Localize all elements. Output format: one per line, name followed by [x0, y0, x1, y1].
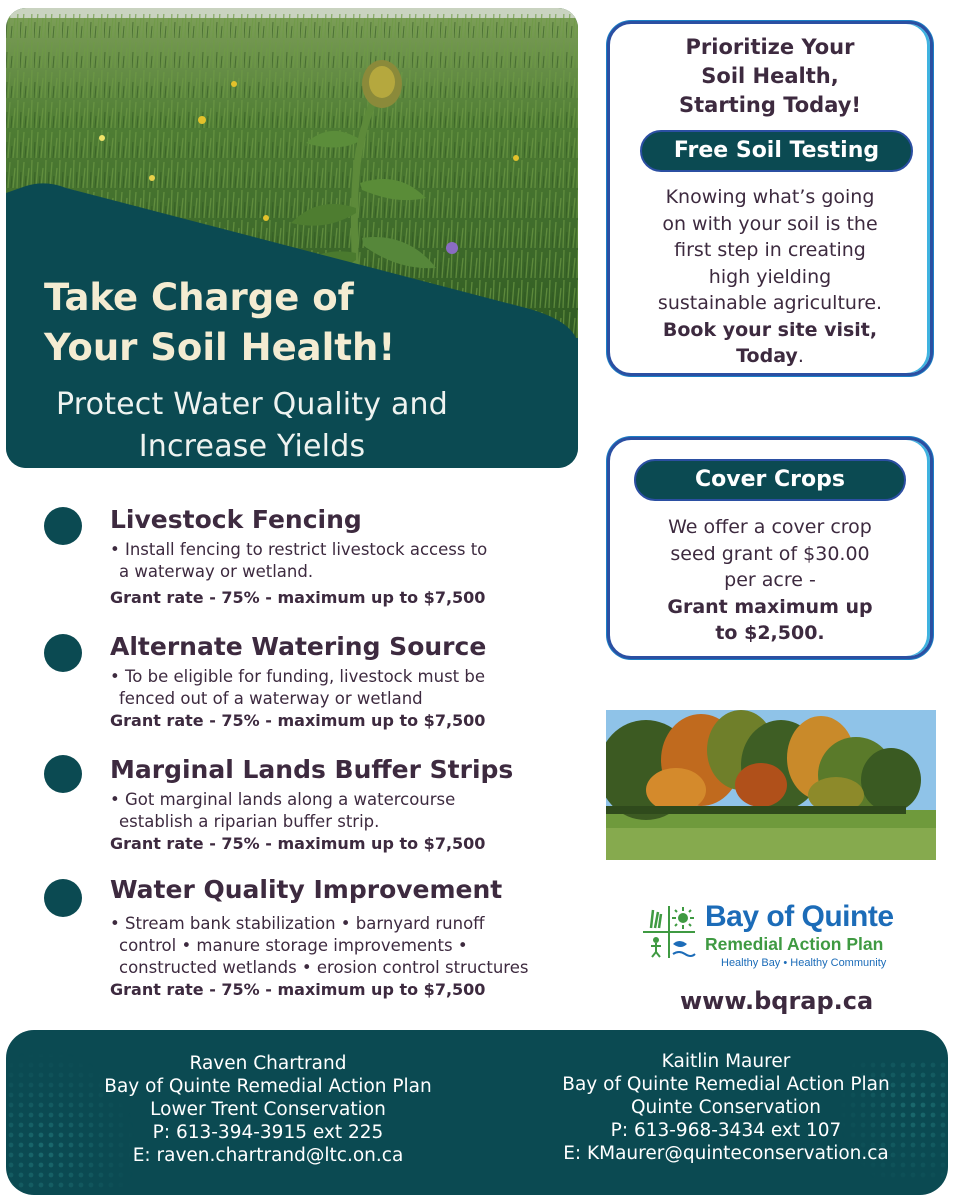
soil-card-heading	[610, 33, 930, 120]
soil-body-line: high yielding	[708, 265, 832, 288]
hero-subtitle	[6, 384, 498, 468]
contact-email[interactable]: E: raven.chartrand@ltc.on.ca	[132, 1145, 404, 1166]
bullet-circle	[44, 634, 82, 672]
program-title: Water Quality Improvement	[110, 875, 503, 904]
cover-bold-line: Grant maximum up	[667, 595, 873, 618]
soil-testing-card	[607, 21, 933, 376]
program-water-quality	[44, 875, 584, 1005]
contact-phone[interactable]: P: 613-968-3434 ext 107	[610, 1120, 842, 1141]
program-grant-rate: Grant rate - 75% - maximum up to $7,500	[110, 588, 486, 607]
bqrap-logo	[641, 900, 911, 980]
hero-subtitle-line: Increase Yields	[138, 429, 366, 464]
program-desc-line: • Stream bank stabilization • barnyard runoff	[110, 914, 485, 933]
program-desc-line: • Install fencing to restrict livestock access to	[110, 540, 488, 559]
contact-agency: Quinte Conservation	[631, 1097, 821, 1118]
contact-org: Bay of Quinte Remedial Action Plan	[562, 1074, 890, 1095]
program-livestock-fencing	[44, 505, 584, 615]
soil-body-line: Knowing what’s going	[665, 186, 875, 208]
hero-title-line: Take Charge of	[44, 276, 354, 319]
program-desc-line: establish a riparian buffer strip.	[119, 812, 380, 831]
cover-body-line: seed grant of $30.00	[670, 542, 870, 565]
soil-heading-line: Prioritize Your	[685, 35, 855, 59]
program-description	[110, 789, 590, 833]
soil-cta-today: Today	[736, 345, 798, 367]
hero-title	[44, 273, 544, 373]
program-desc-line: control • manure storage improvements •	[119, 936, 468, 955]
program-desc-line: constructed wetlands • erosion control structures	[119, 958, 529, 977]
forest-photo	[606, 710, 936, 860]
bullet-circle	[44, 879, 82, 917]
contact-email[interactable]: E: KMaurer@quinteconservation.ca	[563, 1143, 889, 1164]
program-buffer-strips	[44, 755, 584, 865]
cover-crops-badge: Cover Crops	[634, 459, 906, 501]
free-soil-testing-badge: Free Soil Testing	[640, 130, 913, 172]
logo-title: Bay of Quinte	[705, 900, 894, 933]
logo-quadrant-icon	[641, 904, 697, 960]
program-desc-line: a waterway or wetland.	[119, 562, 314, 581]
program-desc-line: • To be eligible for funding, livestock must be	[110, 667, 486, 686]
hero-banner	[6, 8, 578, 468]
cover-body-line: We offer a cover crop	[668, 516, 872, 538]
logo-tagline: Healthy Bay • Healthy Community	[721, 957, 887, 969]
cover-body-line: per acre -	[724, 569, 816, 591]
program-grant-rate: Grant rate - 75% - maximum up to $7,500	[110, 980, 486, 999]
program-description	[110, 666, 590, 710]
soil-heading-line: Soil Health,	[701, 64, 839, 88]
contact-card	[68, 1052, 468, 1167]
soil-cta-period: .	[797, 345, 804, 367]
contact-card	[526, 1050, 926, 1165]
program-alternate-watering	[44, 632, 584, 742]
logo-subtitle: Remedial Action Plan	[705, 934, 884, 954]
program-title: Livestock Fencing	[110, 505, 362, 534]
soil-body-line: first step in creating	[674, 239, 866, 261]
soil-body-line: on with your soil is the	[662, 212, 878, 235]
program-grant-rate: Grant rate - 75% - maximum up to $7,500	[110, 711, 486, 730]
program-grant-rate: Grant rate - 75% - maximum up to $7,500	[110, 834, 486, 853]
contact-name: Raven Chartrand	[189, 1053, 347, 1074]
cover-card-body	[620, 514, 920, 647]
contact-agency: Lower Trent Conservation	[150, 1099, 386, 1120]
soil-body-line: sustainable agriculture.	[657, 292, 883, 314]
hero-subtitle-line: Protect Water Quality and	[56, 387, 448, 422]
contact-org: Bay of Quinte Remedial Action Plan	[104, 1076, 432, 1097]
contact-footer	[6, 1030, 948, 1195]
cover-bold-line: to $2,500.	[715, 622, 825, 644]
program-description	[110, 913, 590, 979]
hero-title-line: Your Soil Health!	[44, 326, 396, 369]
website-link[interactable]: www.bqrap.ca	[680, 987, 874, 1015]
contact-name: Kaitlin Maurer	[661, 1051, 791, 1072]
bullet-circle	[44, 755, 82, 793]
program-title: Marginal Lands Buffer Strips	[110, 755, 514, 784]
program-description	[110, 539, 590, 583]
program-title: Alternate Watering Source	[110, 632, 487, 661]
program-desc-line: • Got marginal lands along a watercourse	[110, 790, 456, 809]
contact-phone[interactable]: P: 613-394-3915 ext 225	[152, 1122, 384, 1143]
soil-card-body	[620, 184, 920, 370]
cover-crops-card	[607, 437, 933, 659]
bullet-circle	[44, 507, 82, 545]
soil-cta-line: Book your site visit,	[662, 318, 878, 341]
program-desc-line: fenced out of a waterway or wetland	[119, 689, 423, 708]
soil-heading-line: Starting Today!	[678, 93, 861, 117]
